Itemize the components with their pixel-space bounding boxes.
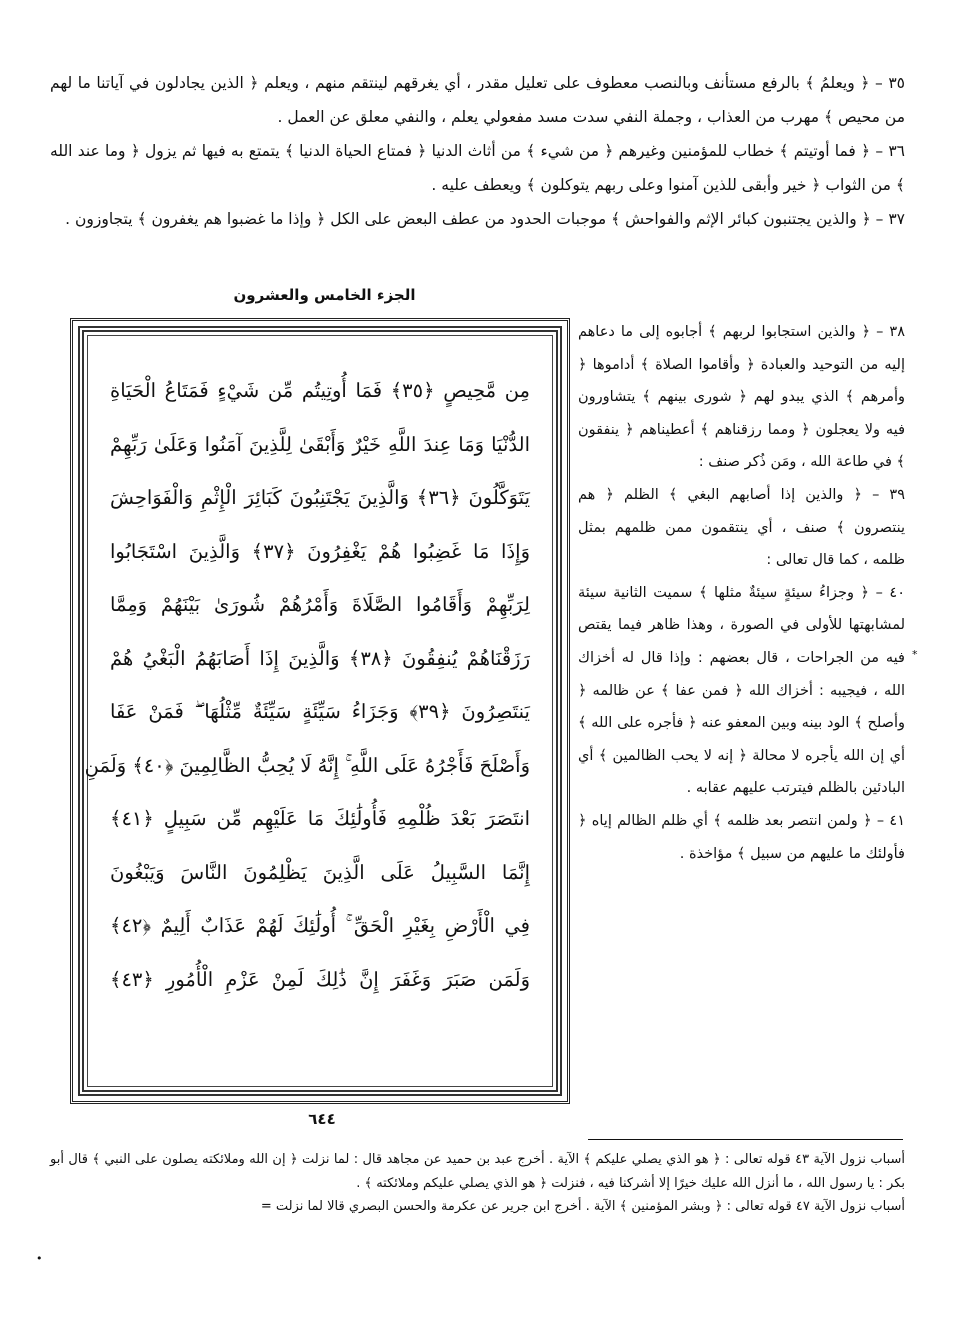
quran-line: الدُّنْيَا وَمَا عِندَ اللَّهِ خَيْرٌ وَأَبْقَىٰ لِلَّذِينَ آمَنُوا وَعَلَىٰ رَبِّهِمْ xyxy=(110,432,530,456)
footnote-verse-43: أسباب نزول الآية ٤٣ قوله تعالى : ﴿ هو الذي يصلي عليكم ﴾ الآية . أخرج عبد بن حميد عن مجاهد قال : لما نزلت ﴿ إن الله وملائكته يصلون على النبي ﴾ قال أبو بكر : يا رسول الله ، ما أنزل الله عليك خيرًا إلا أشركنا فيه ، فنزلت ﴿ هو الذي يصلي عليكم وملائكته ﴾ . xyxy=(50,1152,905,1191)
top-commentary xyxy=(50,66,905,236)
quran-line: مِن مَّحِيصٍ ﴿٣٥﴾ فَمَا أُوتِيتُم مِّن شَيْءٍ فَمَتَاعُ الْحَيَاةِ xyxy=(110,379,530,402)
quran-line: إِنَّمَا السَّبِيلُ عَلَى الَّذِينَ يَظْلِمُونَ النَّاسَ وَيَبْغُونَ xyxy=(110,860,530,884)
quran-line: وَإِذَا مَا غَضِبُوا هُمْ يَغْفِرُونَ ﴿٣٧﴾ وَالَّذِينَ اسْتَجَابُوا xyxy=(110,539,530,563)
commentary-verse-41: ٤١ – ﴿ ولمن انتصر بعد ظلمه ﴾ أي ظلم الظالم إياه ﴿ فأولئك ما عليهم من سبيل ﴾ مؤاخذة . xyxy=(578,812,905,862)
commentary-verse-37: ٣٧ – ﴿ والذين يجتنبون كبائر الإثم والفواحش ﴾ موجبات الحدود من عطف البعض على الكل ﴿ وإذا ما غضبوا هم يغفرون ﴾ يتجاوزون . xyxy=(65,210,905,228)
side-commentary xyxy=(578,316,905,870)
commentary-verse-36: ٣٦ – ﴿ فما أوتيتم ﴾ خطاب للمؤمنين وغيرهم ﴿ من شيء ﴾ من أثاث الدنيا ﴿ فمتاع الحياة الدنيا ﴾ يتمتع به فيها ثم يزول ﴿ وما عند الله ﴾ من الثواب ﴿ خير وأبقى للذين آمنوا وعلى ربهم يتوكلون ﴾ ويعطف عليه . xyxy=(50,142,905,194)
commentary-verse-40: ٤٠ – ﴿ وجزاءُ سيئةٍ سيئةٌ مثلها ﴾ سميت الثانية سيئة لمشابهتها للأولى في الصورة ، وهذا ظاهر فيما يقتص فيه من الجراحات ، قال بعضهم : وإذا قال له أخزاك الله ، فيجيبه : أخزاك الله ﴿ فمن عفا ﴾ عن ظالمه ﴿ وأصلح ﴾ الود بينه وبين المعفو عنه ﴿ فأجره على الله ﴾ أي إن الله يأجره لا محالة ﴿ إنه لا يحب الظالمين ﴾ أي البادئين بالظلم فيترتب عليهم عقابه . xyxy=(578,584,905,797)
footnote-verse-47: أسباب نزول الآية ٤٧ قوله تعالى : ﴿ وبشر المؤمنين ﴾ الآية . أخرج ابن جرير عن عكرمة والحسن البصري قالا لما نزلت = xyxy=(260,1199,905,1214)
quran-line: وَأَصْلَحَ فَأَجْرُهُ عَلَى اللَّهِ ۚ إِنَّهُ لَا يُحِبُّ الظَّالِمِينَ ﴿٤٠﴾ وَلَمَنِ xyxy=(84,753,530,777)
frame-content xyxy=(84,335,553,1087)
commentary-verse-39: ٣٩ – ﴿ والذين إذا أصابهم البغي ﴾ الظلم ﴿ هم ينتصرون ﴾ صنف ، أي ينتقمون ممن ظلمهم بمثل ظلمه ، كما قال تعالى : xyxy=(578,486,905,569)
footnotes xyxy=(50,1148,905,1219)
section-title: الجزء الخامس والعشرون xyxy=(233,286,416,304)
footnote-divider xyxy=(588,1139,903,1140)
quran-lines xyxy=(84,364,531,1006)
margin-dot: • xyxy=(36,1252,43,1265)
quran-line: رَزَقْنَاهُمْ يُنفِقُونَ ﴿٣٨﴾ وَالَّذِينَ إِذَا أَصَابَهُمُ الْبَغْيُ هُمْ xyxy=(110,646,531,670)
commentary-verse-38: ٣٨ – ﴿ والذين استجابوا لربهم ﴾ أجابوه إلى ما دعاهم إليه من التوحيد والعبادة ﴿ وأقاموا الصلاة ﴾ أداموها ﴿ وأمرهم ﴾ الذي يبدو لهم ﴿ شورى بينهم ﴾ يتشاورون فيه ولا يعجلون ﴿ ومما رزقناهم ﴾ أعطيناهم ﴿ ينفقون ﴾ في طاعة الله ، ومَن ذُكر صنف : xyxy=(578,324,905,471)
quran-line: فِي الْأَرْضِ بِغَيْرِ الْحَقِّ ۚ أُولَٰئِكَ لَهُمْ عَذَابٌ أَلِيمٌ ﴿٤٢﴾ xyxy=(110,914,530,937)
quran-line: وَلَمَن صَبَرَ وَغَفَرَ إِنَّ ذَٰلِكَ لَمِنْ عَزْمِ الْأُمُورِ ﴿٤٣﴾ xyxy=(110,967,530,991)
quran-text-frame xyxy=(70,318,570,1104)
frame-border xyxy=(78,326,562,1096)
quran-line: يَتَوَكَّلُونَ ﴿٣٦﴾ وَالَّذِينَ يَجْتَنِبُونَ كَبَائِرَ الْإِثْمِ وَالْفَوَاحِشَ xyxy=(110,486,530,509)
commentary-verse-35: ٣٥ – ﴿ ويعلمُ ﴾ بالرفع مستأنف وبالنصب معطوف على تعليل مقدر ، أي يغرقهم لينتقم منهم ، ويعلم ﴿ الذين يجادلون في آياتنا ما لهم من محيص ﴾ مهرب من العذاب ، وجملة النفي سدت مسد مفعولي يعلم ، والنفي معلق عن العمل . xyxy=(50,74,905,126)
quran-line: يَنتَصِرُونَ ﴿٣٩﴾ وَجَزَاءُ سَيِّئَةٍ سَيِّئَةٌ مِّثْلُهَا ۖ فَمَنْ عَفَا xyxy=(110,700,530,723)
page-number: ٦٤٤ xyxy=(308,1110,336,1128)
quran-line: لِرَبِّهِمْ وَأَقَامُوا الصَّلَاةَ وَأَمْرُهُمْ شُورَىٰ بَيْنَهُمْ وَمِمَّا xyxy=(110,593,530,616)
margin-asterisk: * xyxy=(912,648,918,661)
quran-line: انتَصَرَ بَعْدَ ظُلْمِهِ فَأُولَٰئِكَ مَا عَلَيْهِم مِّن سَبِيلٍ ﴿٤١﴾ xyxy=(110,807,530,830)
